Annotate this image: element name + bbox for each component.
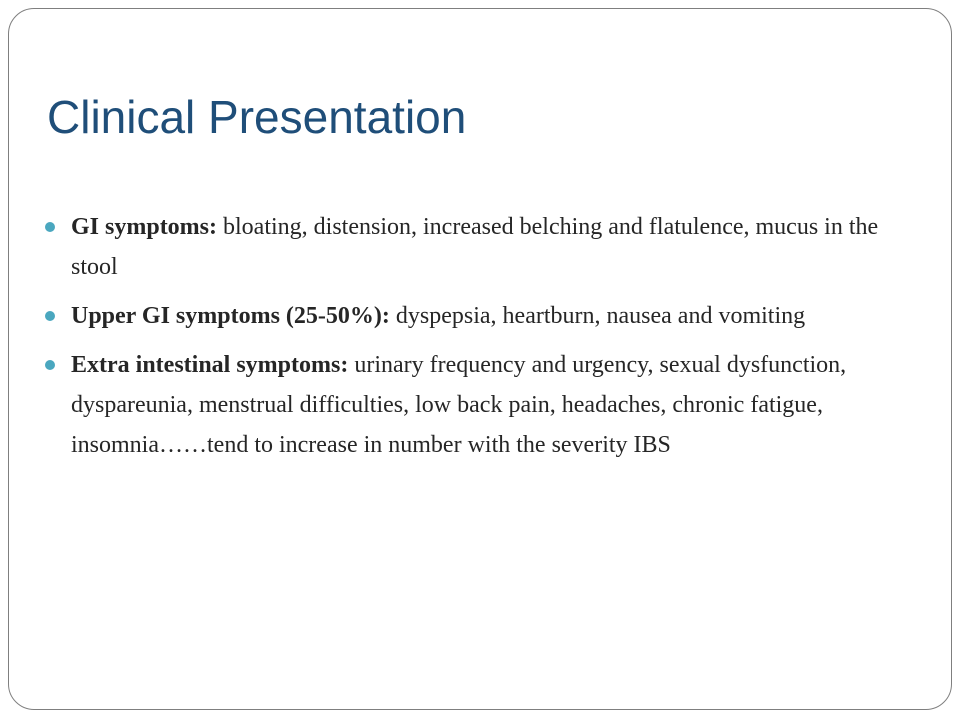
bullet-dot-icon [45, 222, 55, 232]
bullet-item-gi-symptoms [71, 207, 891, 287]
slide-frame [8, 8, 952, 710]
bullet-list [71, 207, 891, 474]
bullet-dot-icon [45, 311, 55, 321]
bullet-lead: Extra intestinal symptoms: [71, 352, 349, 378]
bullet-item-upper-gi-symptoms [71, 296, 891, 336]
bullet-text: bloating, distension, increased belching and flatulence, mucus in the stool [71, 214, 879, 280]
bullet-text: dyspepsia, heartburn, nausea and vomiting [389, 303, 806, 329]
bullet-dot-icon [45, 360, 55, 370]
bullet-item-extra-intestinal-symptoms [71, 345, 891, 465]
bullet-lead: GI symptoms: [71, 214, 218, 240]
bullet-text: urinary frequency and urgency, sexual dysfunction, dyspareunia, menstrual difficulties, low back pain, headaches, chronic fatigue, insomnia……tend to increase in number with the severity IBS [71, 352, 847, 458]
slide-title: Clinical Presentation [47, 91, 467, 143]
bullet-lead: Upper GI symptoms (25-50%): [71, 303, 390, 329]
